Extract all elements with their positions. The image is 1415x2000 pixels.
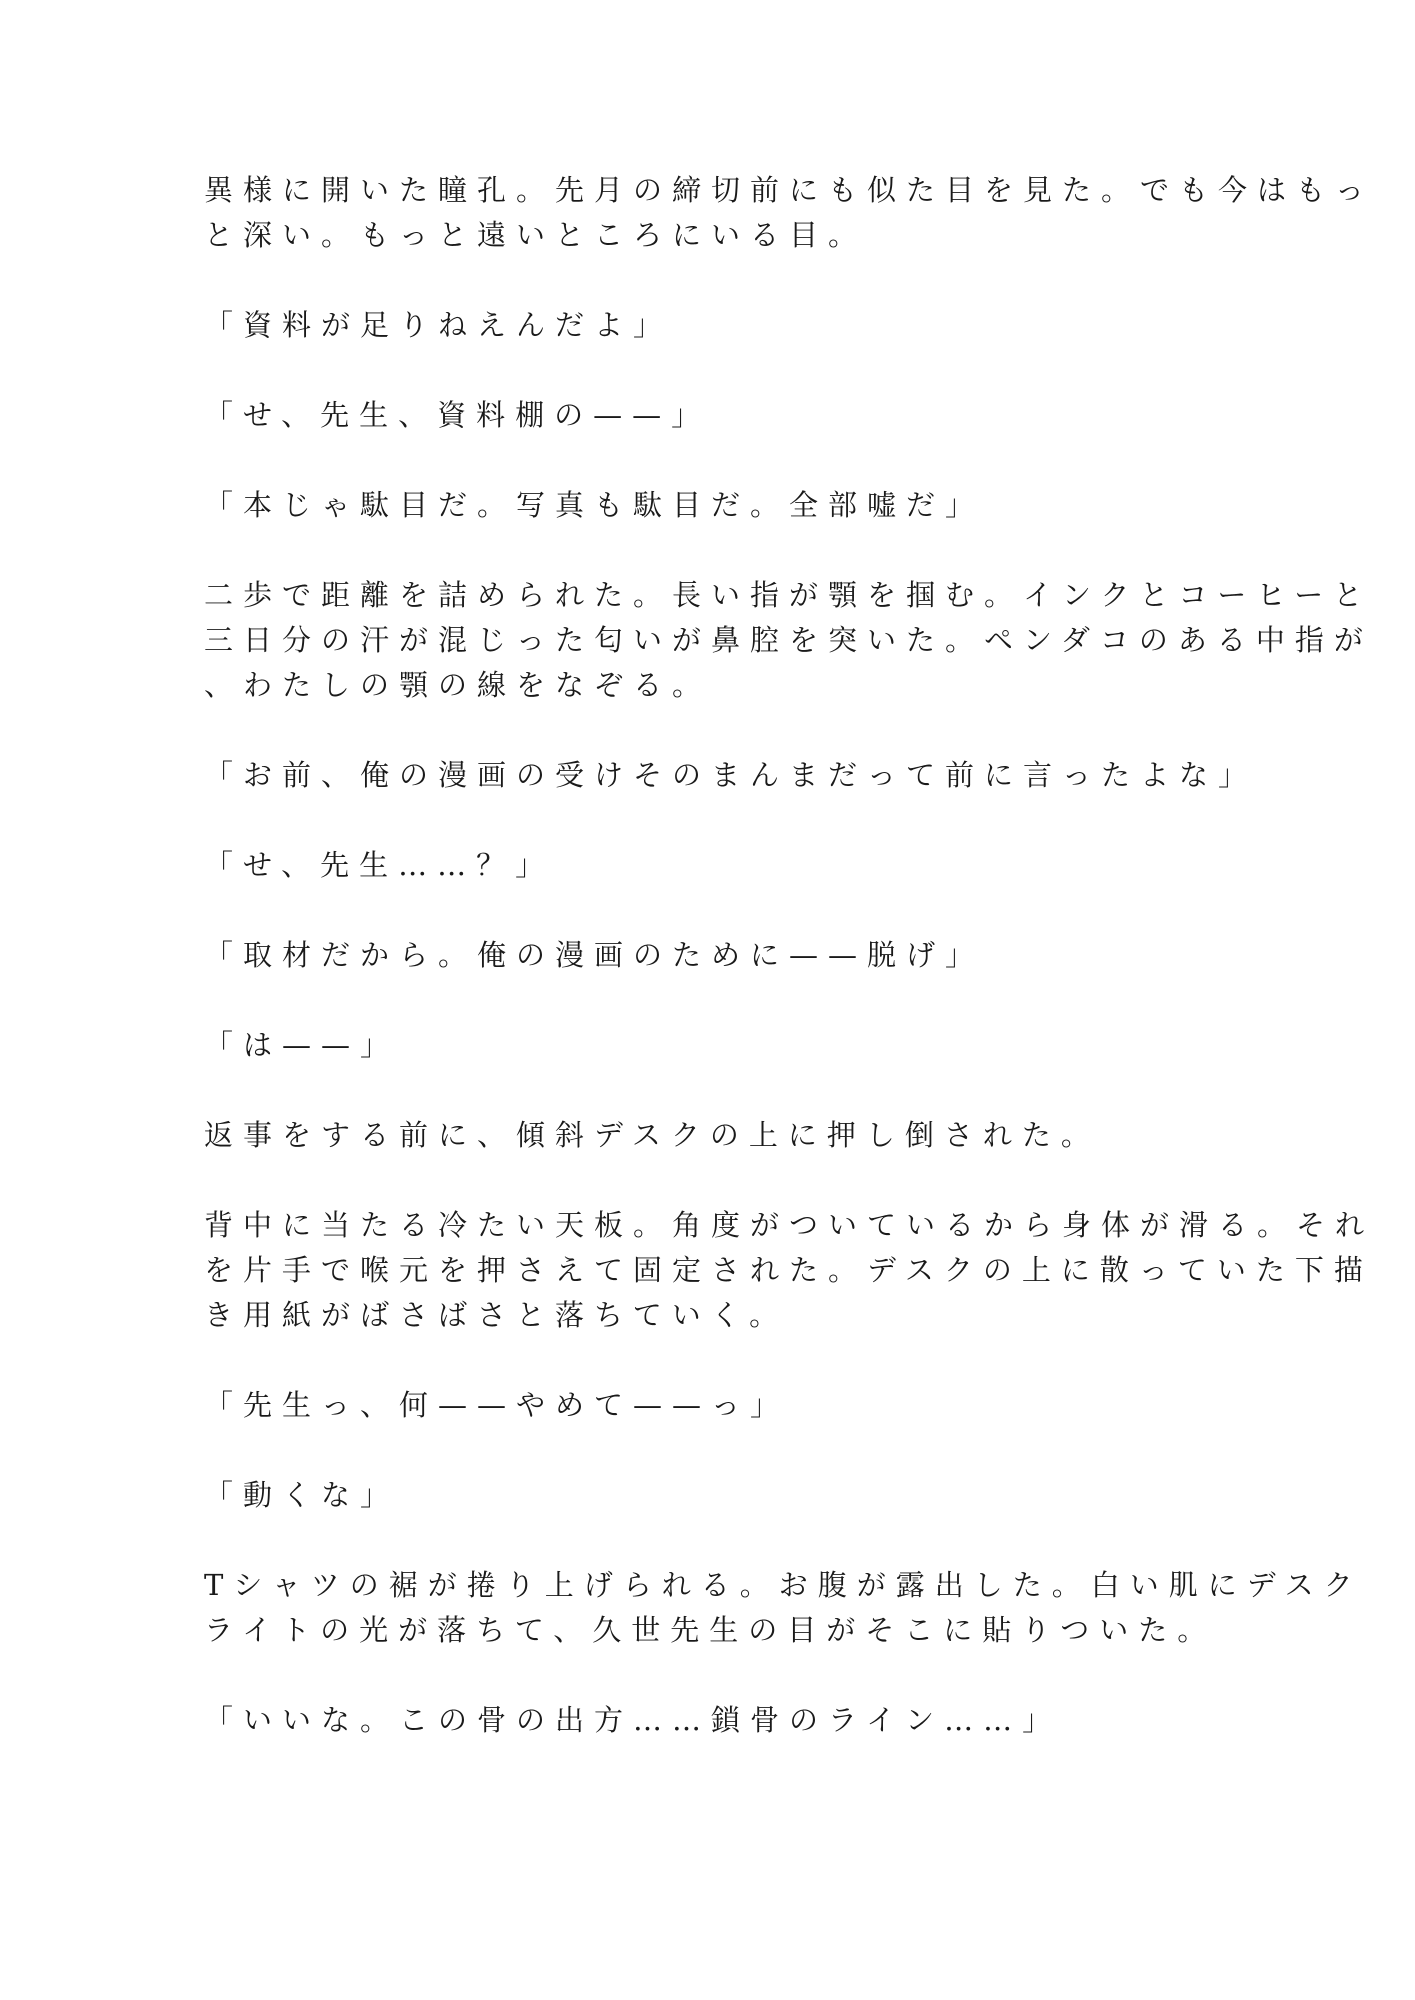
text-line: Tシャツの裾が捲り上げられる。お腹が露出した。白い肌にデスク xyxy=(204,1568,1363,1602)
paragraph xyxy=(204,1203,1375,1338)
text-line: 「せ、先生、資料棚の——」 xyxy=(204,398,711,432)
text-line: 二歩で距離を詰められた。長い指が顎を掴む。インクとコーヒーと xyxy=(204,578,1373,612)
paragraph xyxy=(204,843,1214,888)
document-body xyxy=(204,168,1375,1788)
paragraph xyxy=(204,753,1258,798)
text-line: 背中に当たる冷たい天板。角度がついているから身体が滑る。それ xyxy=(204,1208,1375,1242)
paragraph xyxy=(204,1023,1214,1068)
paragraph xyxy=(204,483,1214,528)
paragraph xyxy=(204,168,1375,258)
text-line: 「は——」 xyxy=(204,1028,400,1062)
text-line: 「お前、俺の漫画の受けそのまんまだって前に言ったよな」 xyxy=(204,758,1258,792)
paragraph xyxy=(204,1698,1214,1743)
text-line: 「取材だから。俺の漫画のために——脱げ」 xyxy=(204,938,985,972)
paragraph xyxy=(204,1473,1214,1518)
paragraph xyxy=(204,1563,1363,1653)
text-line: 異様に開いた瞳孔。先月の締切前にも似た目を見た。でも今はもっ xyxy=(204,173,1375,207)
paragraph xyxy=(204,1383,1214,1428)
text-line: 「動くな」 xyxy=(204,1478,400,1512)
text-line: 、わたしの顎の線をなぞる。 xyxy=(204,668,712,702)
text-line: 「資料が足りねえんだよ」 xyxy=(204,308,673,342)
paragraph xyxy=(204,393,1214,438)
text-line: き用紙がばさばさと落ちていく。 xyxy=(204,1298,789,1332)
paragraph xyxy=(204,303,1214,348)
text-line: 返事をする前に、傾斜デスクの上に押し倒された。 xyxy=(204,1118,1100,1152)
text-line: 「せ、先生……？」 xyxy=(204,848,555,882)
text-line: と深い。もっと遠いところにいる目。 xyxy=(204,218,868,252)
text-line: 「いいな。この骨の出方……鎖骨のライン……」 xyxy=(204,1703,1062,1737)
text-line: ライトの光が落ちて、久世先生の目がそこに貼りついた。 xyxy=(204,1613,1217,1647)
text-line: を片手で喉元を押さえて固定された。デスクの上に散っていた下描 xyxy=(204,1253,1373,1287)
paragraph xyxy=(204,1113,1214,1158)
paragraph xyxy=(204,573,1373,708)
text-line: 「本じゃ駄目だ。写真も駄目だ。全部嘘だ」 xyxy=(204,488,985,522)
text-line: 三日分の汗が混じった匂いが鼻腔を突いた。ペンダコのある中指が xyxy=(204,623,1373,657)
paragraph xyxy=(204,933,1214,978)
text-line: 「先生っ、何——やめて——っ」 xyxy=(204,1388,790,1422)
